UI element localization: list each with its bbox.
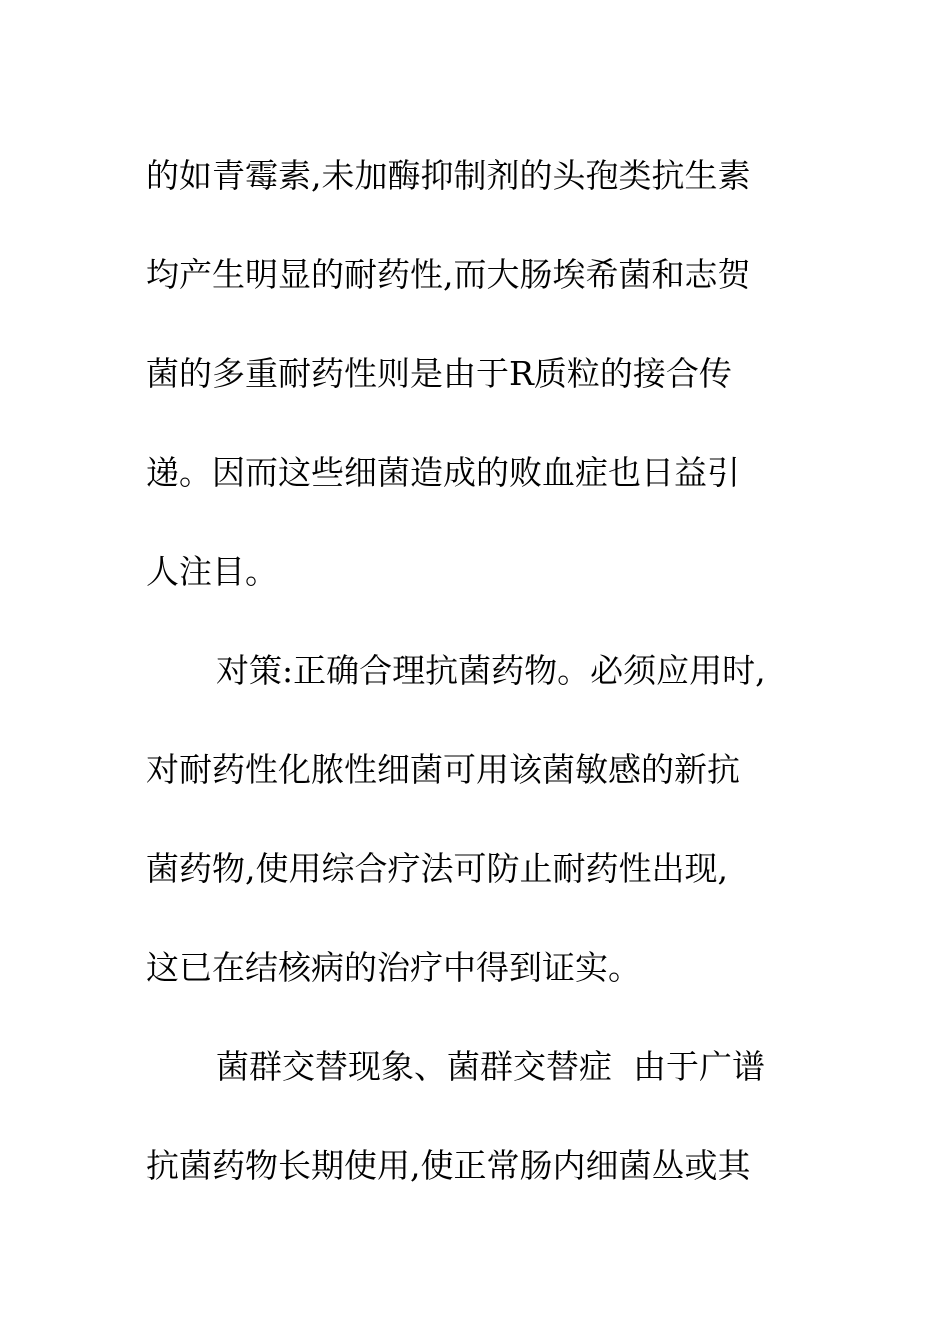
text-line: 抗菌药物长期使用,使正常肠内细菌丛或其 — [146, 1146, 751, 1185]
text-line: 递。因而这些细菌造成的败血症也日益引 — [146, 453, 740, 492]
paragraph-start-line: 对策:正确合理抗菌药物。必须应用时, — [216, 651, 766, 690]
text-line: 对耐药性化脓性细菌可用该菌敏感的新抗 — [146, 750, 740, 789]
text-line: 菌药物,使用综合疗法可防止耐药性出现, — [146, 849, 728, 888]
text-line: 均产生明显的耐药性,而大肠埃希菌和志贺 — [146, 255, 751, 294]
document-text-body — [146, 126, 806, 1215]
paragraph-start-line: 菌群交替现象、菌群交替症 由于广谱 — [216, 1047, 765, 1086]
text-line: 人注目。 — [146, 552, 278, 591]
text-line: 菌的多重耐药性则是由于R质粒的接合传 — [146, 354, 732, 393]
text-line: 的如青霉素,未加酶抑制剂的头孢类抗生素 — [146, 156, 751, 195]
text-line: 这已在结核病的治疗中得到证实。 — [146, 948, 641, 987]
